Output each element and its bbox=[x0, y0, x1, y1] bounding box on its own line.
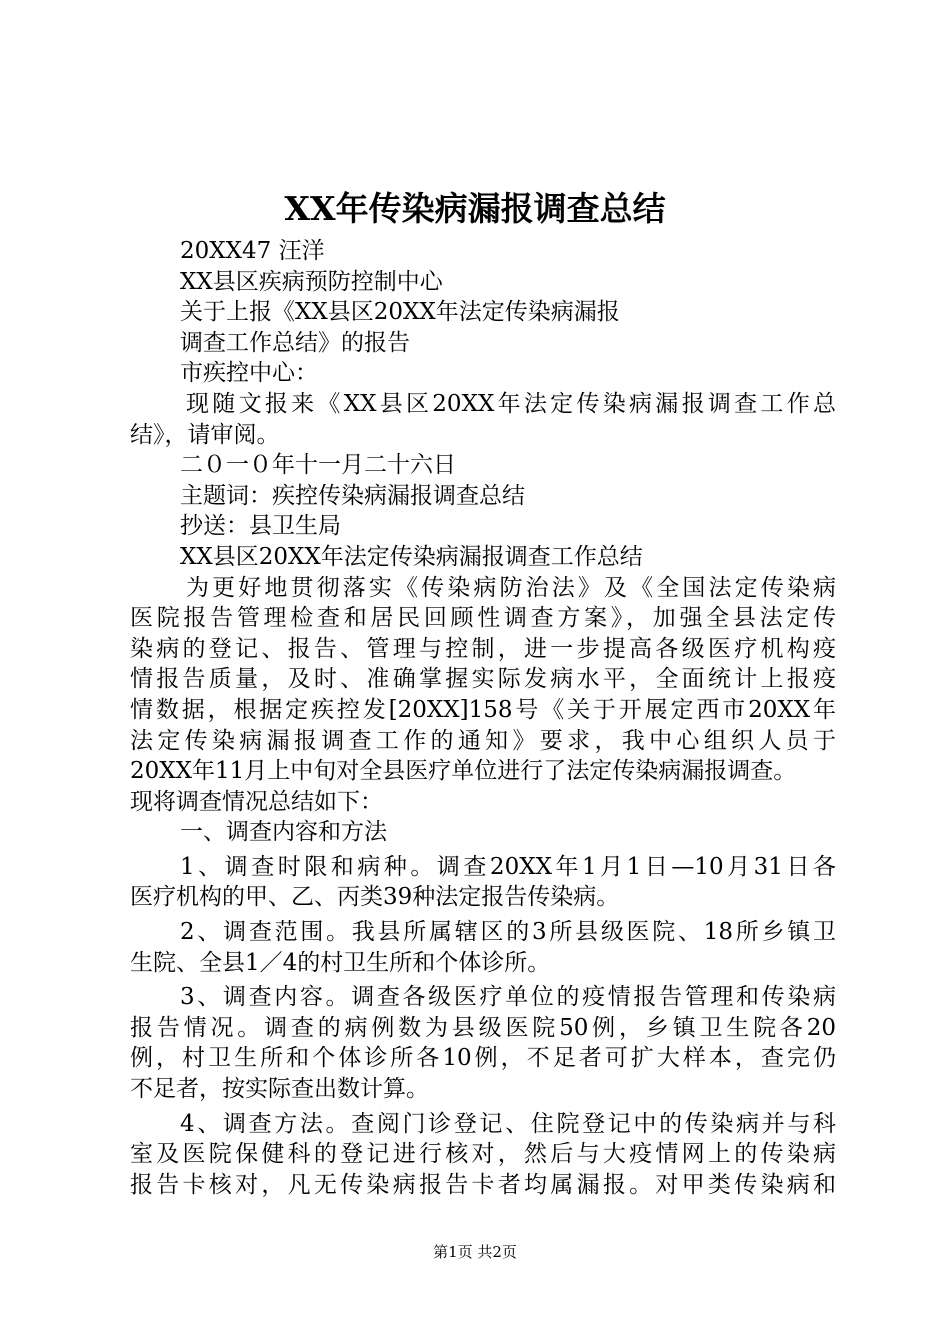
submit-paragraph-line: 结》，请审阅。 bbox=[130, 421, 280, 448]
doc-number-line: 20XX47 汪洋 bbox=[180, 238, 325, 264]
subject-line-1: 关于上报《XX县区20XX年法定传染病漏报 bbox=[180, 299, 620, 326]
item-1-line: 医疗机构的甲、乙、丙类39种法定报告传染病。 bbox=[130, 884, 620, 911]
item-2-line: 2、调查范围。我县所属辖区的3所县级医院、18所乡镇卫 bbox=[180, 919, 836, 946]
cc-line: 抄送：县卫生局 bbox=[180, 513, 341, 540]
item-3-line: 不足者，按实际查出数计算。 bbox=[130, 1076, 429, 1103]
intro-paragraph-line: 现将调查情况总结如下： bbox=[130, 788, 383, 815]
item-1-line: 1、调查时限和病种。调查20XX年1月1日—10月31日各 bbox=[180, 853, 836, 880]
intro-paragraph-line: 为更好地贯彻落实《传染病防治法》及《全国法定传染病 bbox=[186, 574, 836, 601]
item-2-line: 生院、全县1／4的村卫生所和个体诊所。 bbox=[130, 949, 551, 976]
date-line: 二０一０年十一月二十六日 bbox=[180, 452, 456, 479]
issuer-line: XX县区疾病预防控制中心 bbox=[180, 268, 443, 295]
intro-paragraph-line: 20XX年11月上中旬对全县医疗单位进行了法定传染病漏报调查。 bbox=[130, 758, 797, 785]
intro-paragraph-line: 法定传染病漏报调查工作的通知》要求，我中心组织人员于 bbox=[130, 727, 836, 754]
submit-paragraph-line: 现随文报来《XX县区20XX年法定传染病漏报调查工作总 bbox=[186, 390, 836, 417]
intro-paragraph-line: 染病的登记、报告、管理与控制，进一步提高各级医疗机构疫 bbox=[130, 635, 836, 662]
document-title: XX年传染病漏报调查总结 bbox=[284, 189, 666, 228]
intro-paragraph-line: 医院报告管理检查和居民回顾性调查方案》，加强全县法定传 bbox=[130, 605, 836, 632]
item-4-line: 报告卡核对，凡无传染病报告卡者均属漏报。对甲类传染病和 bbox=[130, 1171, 836, 1198]
item-3-line: 3、调查内容。调查各级医疗单位的疫情报告管理和传染病 bbox=[180, 984, 836, 1011]
item-3-line: 报告情况。调查的病例数为县级医院50例，乡镇卫生院各20 bbox=[130, 1014, 836, 1041]
section-heading: 一、调查内容和方法 bbox=[180, 819, 387, 846]
page-number-footer: 第1页 共2页 bbox=[433, 1243, 517, 1261]
item-4-line: 室及医院保健科的登记进行核对，然后与大疫情网上的传染病 bbox=[130, 1141, 836, 1168]
item-4-line: 4、调查方法。查阅门诊登记、住院登记中的传染病并与科 bbox=[180, 1110, 836, 1137]
document-body bbox=[130, 236, 836, 1200]
report-title: XX县区20XX年法定传染病漏报调查工作总结 bbox=[180, 543, 643, 570]
keywords-line: 主题词：疾控传染病漏报调查总结 bbox=[180, 482, 525, 509]
item-3-line: 例，村卫生所和个体诊所各10例，不足者可扩大样本，查完仍 bbox=[130, 1045, 836, 1072]
intro-paragraph-line: 情报告质量，及时、准确掌握实际发病水平，全面统计上报疫 bbox=[130, 666, 836, 693]
intro-paragraph-line: 情数据，根据定疾控发[20XX]158号《关于开展定西市20XX年 bbox=[130, 696, 836, 723]
recipient-line: 市疾控中心： bbox=[180, 360, 318, 387]
subject-line-2: 调查工作总结》的报告 bbox=[180, 329, 410, 356]
